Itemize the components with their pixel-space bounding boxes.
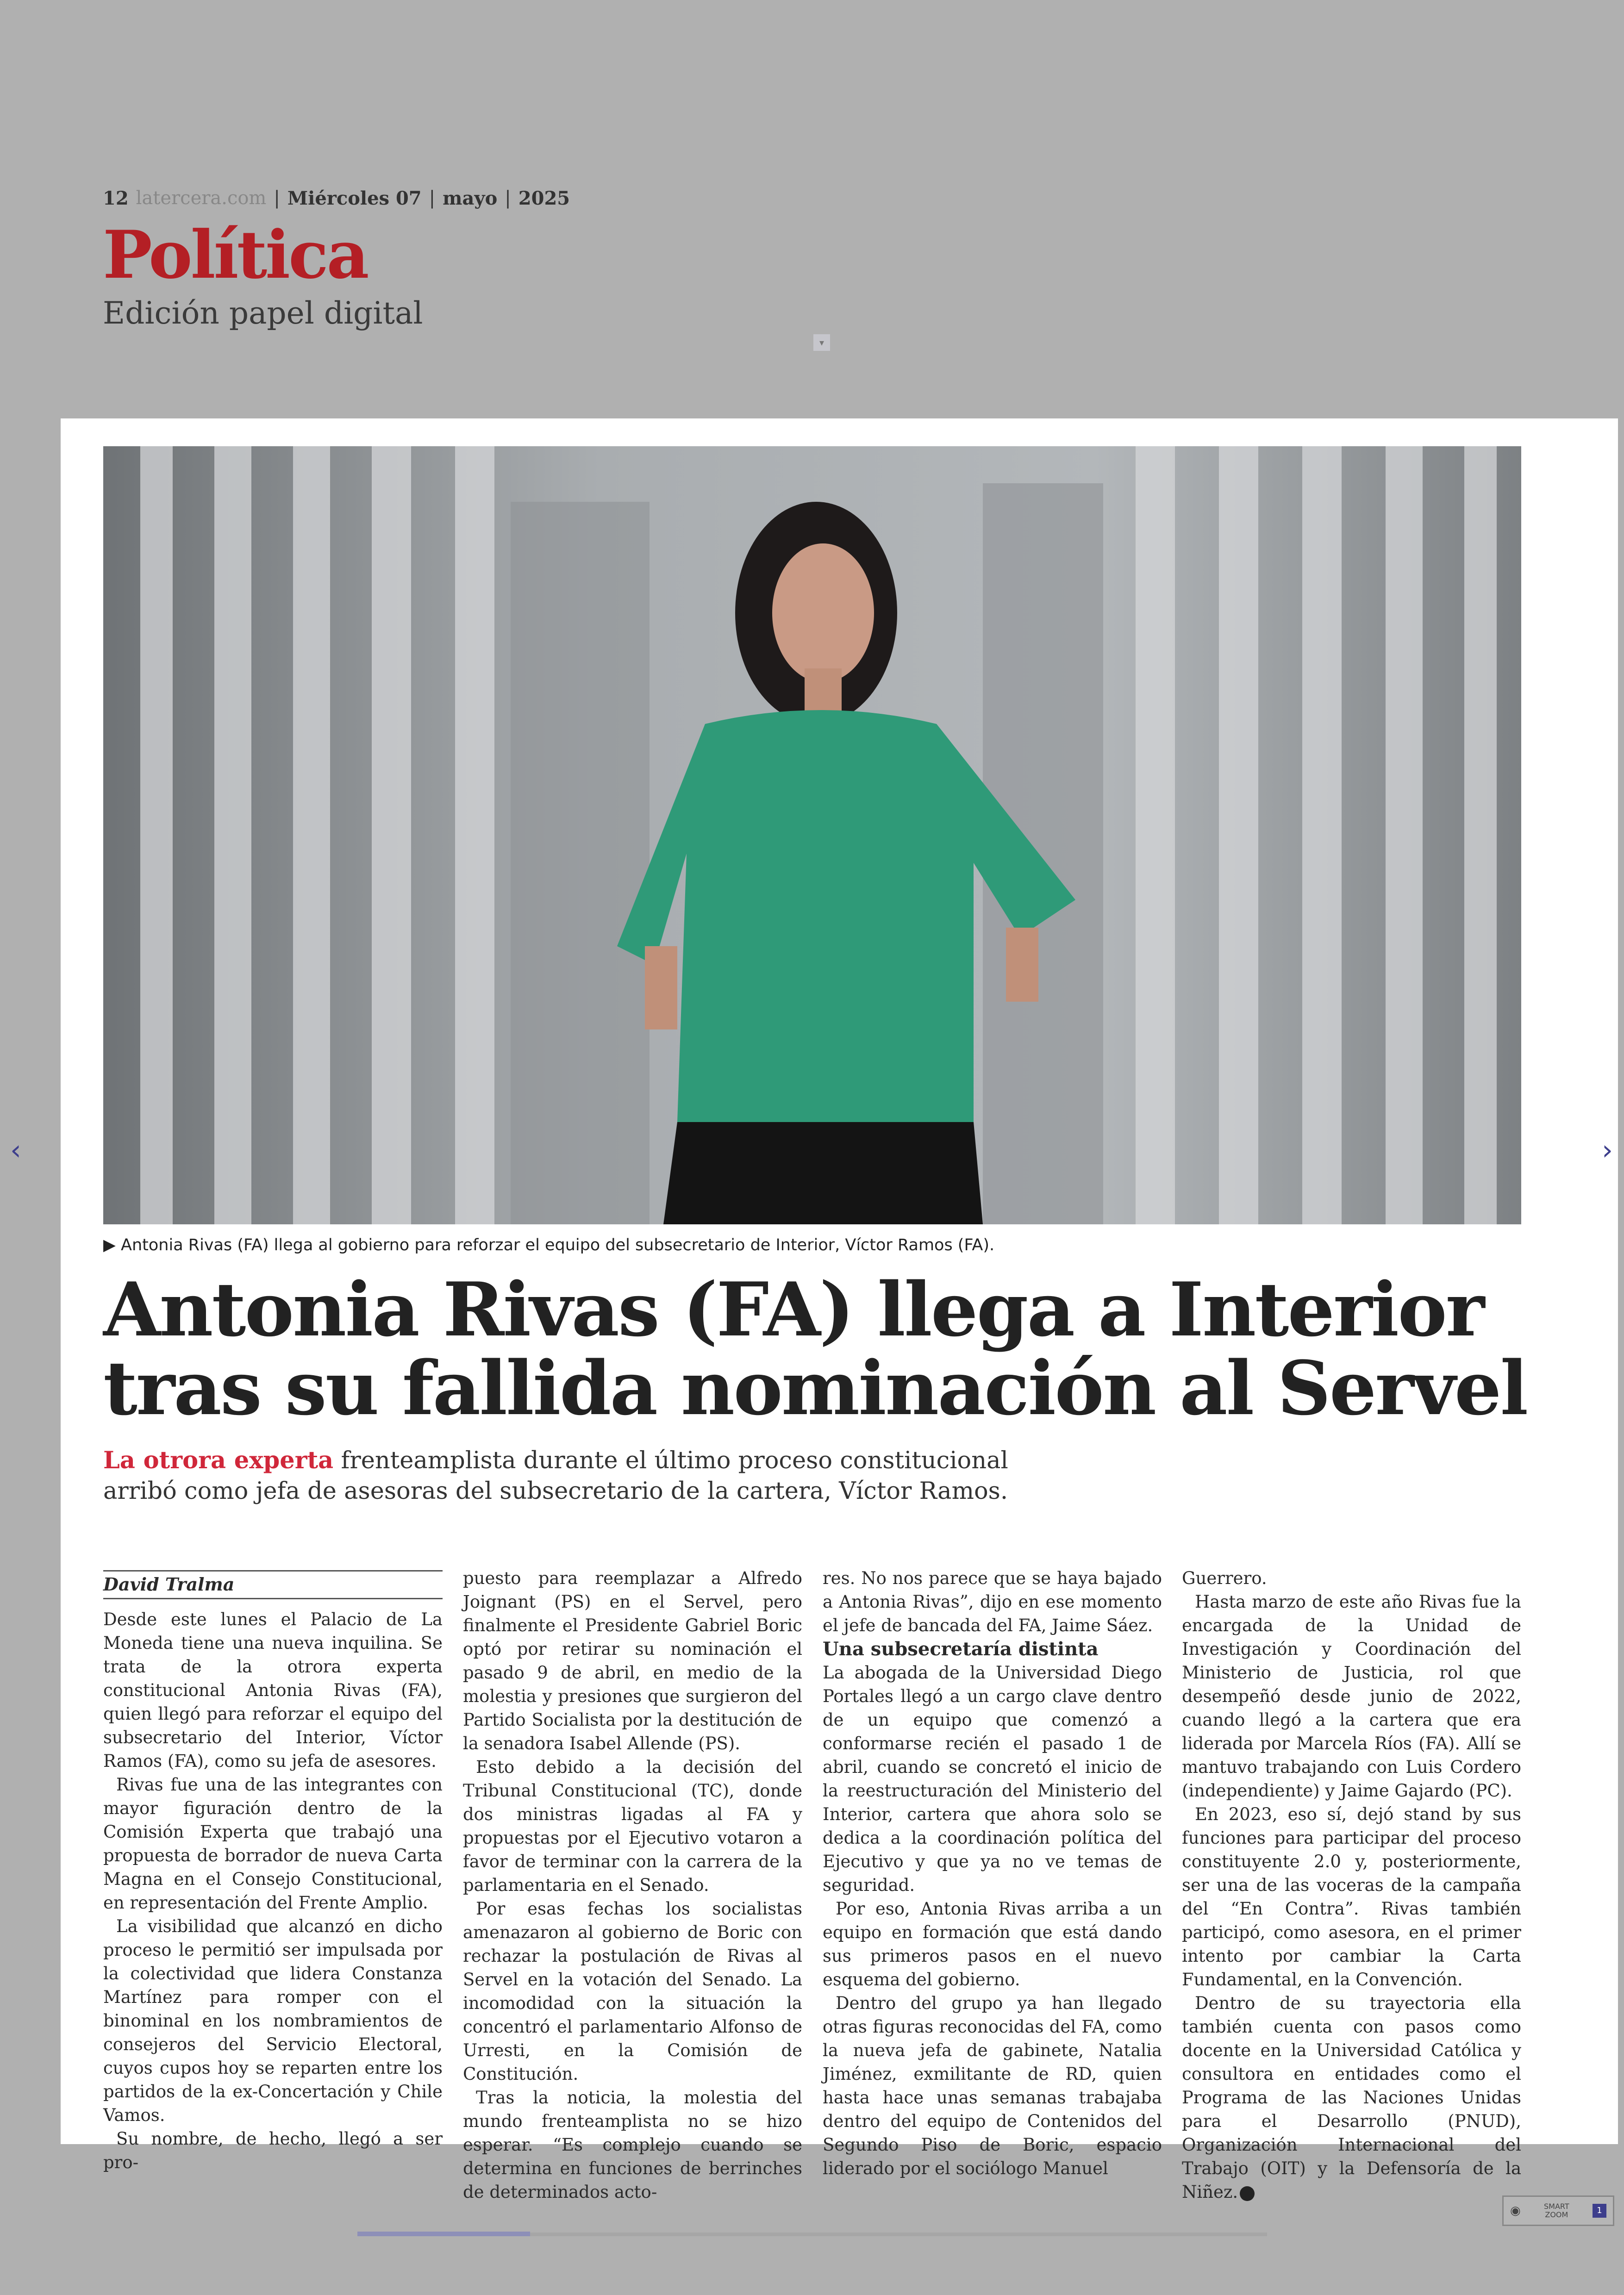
paragraph: Tras la noticia, la molestia del mundo frenteamplista no se hizo esperar. “Es complejo cuando se determina en funciones de berrinches de determinados acto-	[463, 2088, 802, 2202]
smart-zoom-control[interactable]	[1502, 2195, 1614, 2226]
deck-text: arribó como jefa de asesoras del subsecretario de la cartera, Víctor Ramos.	[103, 1478, 1008, 1505]
newspaper-page	[61, 418, 1618, 2202]
byline: David Tralma	[103, 1570, 443, 1599]
body-column-3	[823, 1566, 1162, 2178]
paragraph: La visibilidad que alcanzó en dicho proceso le permitió ser impulsada por la colectividad que lidera Constanza Martínez para romper con el binominal en los nombramientos de consejeros del Servicio Electoral, cuyos cupos hoy se reparten entre los partidos de la ex-Concertación y Chile Vamos.	[103, 1916, 443, 2125]
photo-caption: ▶ Antonia Rivas (FA) llega al gobierno para reforzar el equipo del subsecretario de Interior, Víctor Ramos (FA).	[103, 1236, 995, 1254]
page-header	[103, 184, 570, 212]
paragraph: Hasta marzo de este año Rivas fue la encargada de la Unidad de Investigación y Coordinación del Ministerio de Justicia, rol que desempeñó desde junio de 2022, cuando llegó a la cartera que era liderada por Marcela Ríos (FA). Allí se mantuvo trabajando con Luis Cordero (independiente) y Jaime Gajardo (PC).	[1182, 1592, 1521, 1801]
separator: |	[505, 187, 511, 209]
body-column-4	[1182, 1566, 1521, 2202]
date-day: Miércoles 07	[287, 187, 422, 209]
separator: |	[429, 187, 436, 209]
deck-text: frenteamplista durante el último proceso constitucional	[333, 1447, 1008, 1474]
body-column-2	[463, 1566, 802, 2202]
date-year: 2025	[518, 187, 570, 209]
headline-line: Antonia Rivas (FA) llega a Interior	[103, 1266, 1484, 1353]
paragraph: Guerrero.	[1182, 1568, 1267, 1588]
body-column-1	[103, 1566, 443, 2172]
zoom-label-line: SMART	[1544, 2202, 1569, 2211]
paragraph	[1182, 1991, 1521, 2204]
deck-lead: La otrora experta	[103, 1447, 334, 1474]
separator: |	[274, 187, 280, 209]
eye-icon: ◉	[1510, 2204, 1521, 2218]
page-progress-fill	[357, 2232, 530, 2236]
prev-page-button[interactable]: ‹	[10, 1134, 21, 1166]
page-number: 12	[103, 187, 129, 209]
zoom-label-line: ZOOM	[1545, 2210, 1568, 2219]
article-photo	[103, 446, 1521, 1224]
zoom-level: 1	[1593, 2204, 1606, 2218]
article-deck	[103, 1445, 1353, 1507]
date-month: mayo	[443, 187, 498, 209]
smart-zoom-label	[1544, 2202, 1569, 2219]
article-body	[103, 1566, 1521, 2202]
paragraph: En 2023, eso sí, dejó stand by sus funciones para participar del proceso constituyente 2.0 y, posteriormente, ser una de las voceras de la campaña del “En Contra”. Rivas también participó, como asesora, en el primer intento por cambiar la Carta Fundamental, en la Convención.	[1182, 1804, 1521, 1989]
paragraph: Desde este lunes el Palacio de La Moneda tiene una nueva inquilina. Se trata de la otrora experta constitucional Antonia Rivas (FA), quien llegó para reforzar el equipo del subsecretario del Interior, Víctor Ramos (FA), como su jefa de asesores.	[103, 1609, 443, 1771]
paragraph: La abogada de la Universidad Diego Portales llegó a un cargo clave dentro de un equipo que comenzó a conformarse recién el pasado 1 de abril, cuando se concretó el inicio de la reestructuración del Ministerio del Interior, cartera que ahora solo se dedica a la coordinación política del Ejecutivo y que ya no ve temas de seguridad.	[823, 1663, 1162, 1895]
edition-subtitle: Edición papel digital	[103, 295, 423, 331]
paragraph: Esto debido a la decisión del Tribunal Constitucional (TC), donde dos ministras ligadas al FA y propuestas por el Ejecutivo votaron a favor de terminar con la carrera de la parlamentaria en el Senado.	[463, 1757, 802, 1895]
paragraph: Por esas fechas los socialistas amenazaron al gobierno de Boric con rechazar la postulación de Rivas al Servel en la votación del Senado. La incomodidad con la situación la concentró el parlamentario Alfonso de Urresti, en la Comisión de Constitución.	[463, 1899, 802, 2084]
site-name[interactable]: latercera.com	[136, 187, 267, 209]
next-page-button[interactable]: ›	[1602, 1134, 1613, 1166]
paragraph: Rivas fue una de las integrantes con mayor figuración dentro de la Comisión Experta que trabajó una propuesta de borrador de nueva Carta Magna en el Consejo Constitucional, en representación del Frente Amplio.	[103, 1775, 443, 1913]
headline-line: tras su fallida nominación al Servel	[103, 1345, 1527, 1432]
paragraph: res. No nos parece que se haya bajado a Antonia Rivas”, dijo en ese momento el jefe de bancada del FA, Jaime Sáez.	[823, 1568, 1162, 1635]
subheading: Una subsecretaría distinta	[823, 1638, 1099, 1660]
paragraph: puesto para reemplazar a Alfredo Joignant (PS) en el Servel, pero finalmente el Presidente Gabriel Boric optó por retirar su nominación el pasado 9 de abril, en medio de la molestia y presiones que surgieron del Partido Socialista por la destitución de la senadora Isabel Allende (PS).	[463, 1568, 802, 1753]
article-headline	[103, 1266, 1538, 1432]
section-title: Política	[103, 217, 368, 293]
dropdown-marker-icon[interactable]: ▾	[813, 334, 830, 351]
paragraph: Su nombre, de hecho, llegó a ser pro-	[103, 2129, 443, 2172]
paragraph: Dentro del grupo ya han llegado otras figuras reconocidas del FA, como la nueva jefa de gabinete, Natalia Jiménez, exmilitante de RD, quien hasta hace unas semanas trabajaba dentro del equipo de Contenidos del Segundo Piso de Boric, espacio liderado por el sociólogo Manuel	[823, 1993, 1162, 2178]
photo-illustration	[103, 446, 1521, 1224]
paragraph: Por eso, Antonia Rivas arriba a un equipo en formación que está dando sus primeros pasos en el nuevo esquema del gobierno.	[823, 1899, 1162, 1989]
paragraph-text: Dentro de su trayectoria ella también cuenta con pasos como docente en la Universidad Católica y consultora en entidades como el Programa de las Naciones Unidas para el Desarrollo (PNUD), Organización Internacional del Trabajo (OIT) y la Defensoría de la Niñez.	[1182, 1993, 1521, 2202]
end-mark-icon	[1240, 2186, 1255, 2201]
